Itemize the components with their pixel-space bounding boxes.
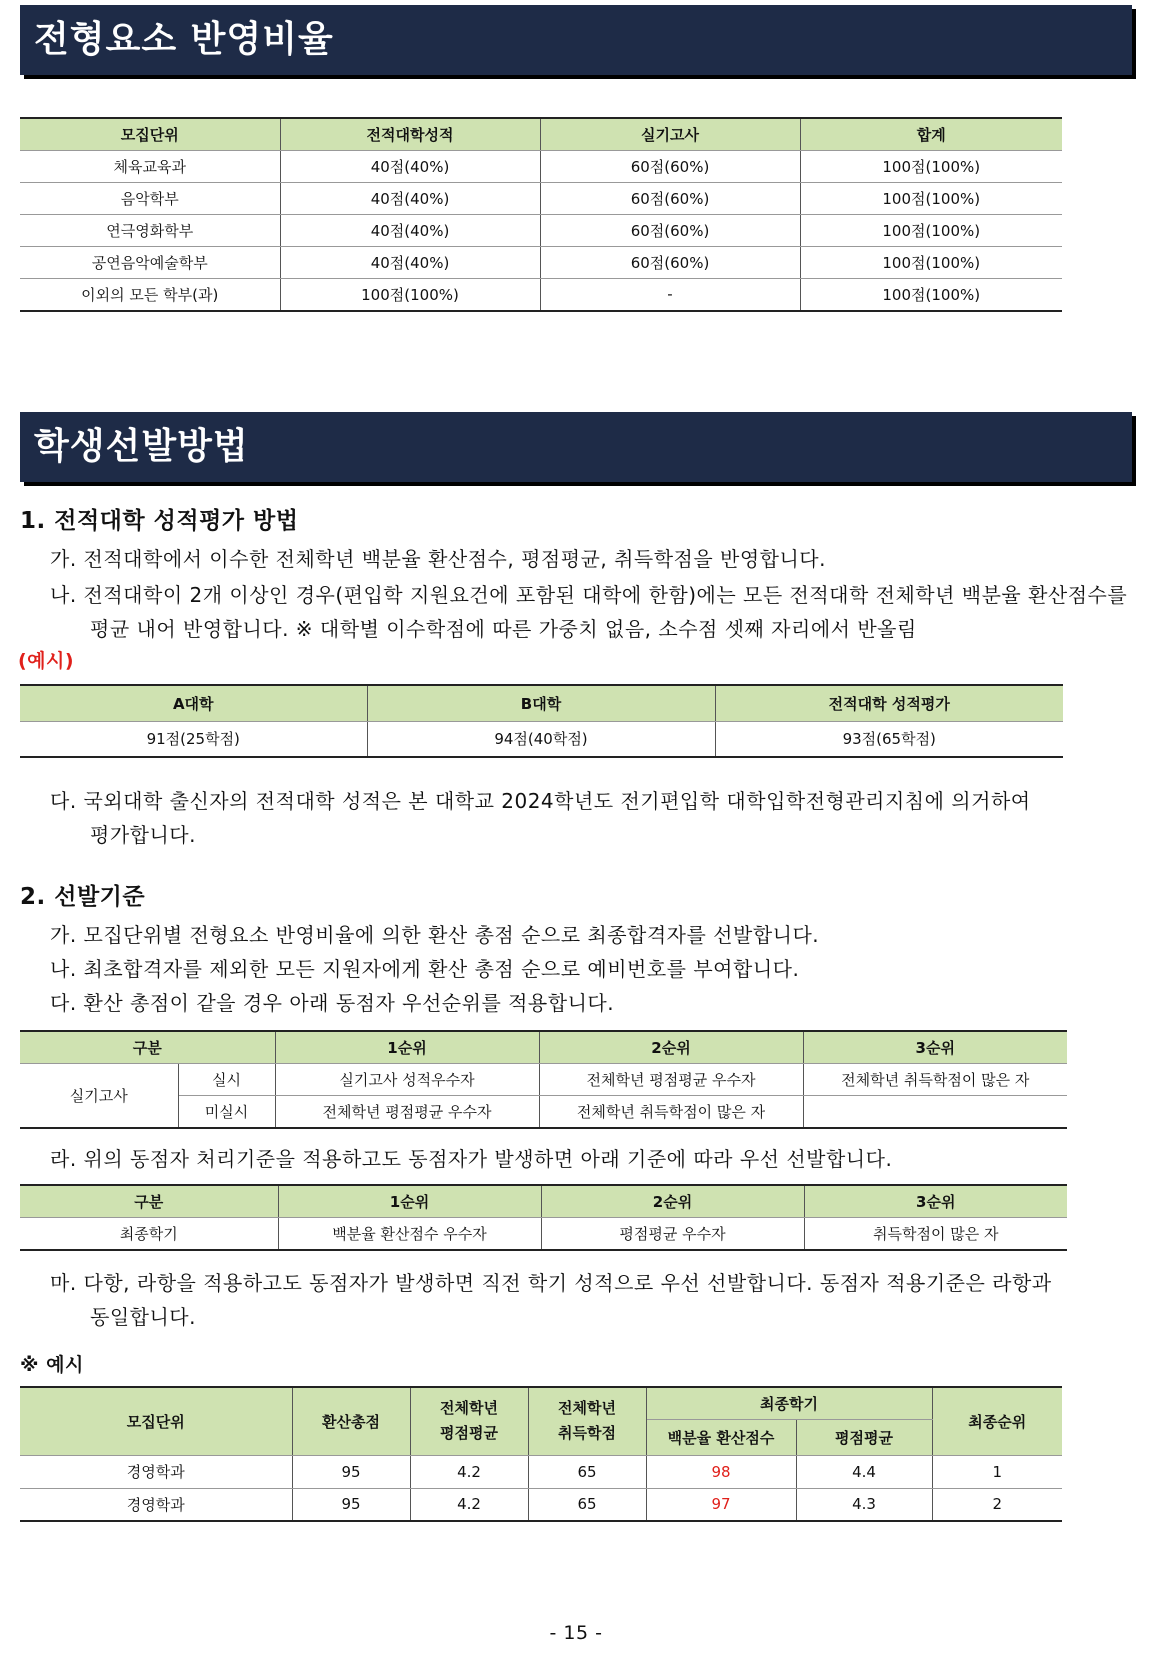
page-number: - 15 - [549, 1622, 603, 1644]
header-priority-1: 1순위 [278, 1185, 541, 1217]
header-priority-1: 1순위 [275, 1031, 539, 1063]
cell: 60점(60%) [540, 150, 800, 182]
cell: 60점(60%) [540, 246, 800, 278]
item-da-1-line2: 평가합니다. [90, 823, 196, 847]
cell-highlight: 98 [646, 1455, 796, 1488]
cell: 40점(40%) [280, 214, 540, 246]
cell: 경영학과 [20, 1455, 292, 1488]
table-row [20, 721, 1063, 757]
item-ma-line2: 동일합니다. [90, 1305, 196, 1329]
cell-highlight: 97 [646, 1488, 796, 1521]
cell: 100점(100%) [800, 150, 1062, 182]
header-credits-line1: 전체학년 [558, 1399, 616, 1418]
header-unit: 모집단위 [20, 118, 280, 150]
header-credits-line2: 취득학점 [558, 1424, 616, 1443]
cell: 1 [932, 1455, 1062, 1488]
section-banner-ratio: 전형요소 반영비율 [20, 5, 1132, 75]
table-row [20, 1063, 1067, 1095]
header-category: 구분 [20, 1031, 275, 1063]
cell: 경영학과 [20, 1488, 292, 1521]
cell: 100점(100%) [800, 278, 1062, 311]
example-label: (예시) [18, 650, 75, 672]
cell: 미실시 [178, 1095, 275, 1128]
header-gpa-line2: 평점평균 [440, 1424, 498, 1443]
header-last-gpa: 평점평균 [796, 1419, 932, 1455]
header-prev-grade: 전적대학성적 [280, 118, 540, 150]
table-row [20, 150, 1062, 182]
table-row [20, 1095, 1067, 1128]
cell: 공연음악예술학부 [20, 246, 280, 278]
cell: 60점(60%) [540, 214, 800, 246]
cell: 전체학년 취득학점이 많은 자 [539, 1095, 803, 1128]
header-credits [528, 1387, 646, 1455]
header-category: 구분 [20, 1185, 278, 1217]
header-total-score: 환산총점 [292, 1387, 410, 1455]
tie-priority-table [20, 1030, 1067, 1129]
cell: 40점(40%) [280, 246, 540, 278]
header-total: 합계 [800, 118, 1062, 150]
example-table [20, 684, 1063, 758]
item-na-2: 나. 최초합격자를 제외한 모든 지원자에게 환산 총점 순으로 예비번호를 부여합니다. [50, 957, 800, 981]
table-row [20, 214, 1062, 246]
cell: 2 [932, 1488, 1062, 1521]
cell: 체육교육과 [20, 150, 280, 182]
cell: 91점(25학점) [20, 721, 367, 757]
header-a-univ: A대학 [20, 685, 367, 721]
cell: - [540, 278, 800, 311]
cell: 4.3 [796, 1488, 932, 1521]
cell: 65 [528, 1455, 646, 1488]
cell: 65 [528, 1488, 646, 1521]
table-row [20, 1455, 1062, 1488]
item-da-1-line1: 다. 국외대학 출신자의 전적대학 성적은 본 대학교 2024학년도 전기편입학 대학입학전형관리지침에 의거하여 [50, 789, 1031, 813]
cell: 100점(100%) [800, 182, 1062, 214]
cell: 40점(40%) [280, 182, 540, 214]
cell: 95 [292, 1488, 410, 1521]
section-banner-selection: 학생선발방법 [20, 412, 1132, 482]
cell: 40점(40%) [280, 150, 540, 182]
table-row [20, 246, 1062, 278]
cell: 94점(40학점) [367, 721, 715, 757]
item-na-1-line2: 평균 내어 반영합니다. ※ 대학별 이수학점에 따른 가중치 없음, 소수점 셋째 자리에서 반올림 [90, 617, 917, 641]
heading-selection-criteria: 2. 선발기준 [20, 884, 146, 910]
header-priority-3: 3순위 [803, 1031, 1067, 1063]
cell: 평점평균 우수자 [541, 1217, 804, 1250]
cell: 4.4 [796, 1455, 932, 1488]
cell: 60점(60%) [540, 182, 800, 214]
cell: 100점(100%) [800, 246, 1062, 278]
header-final-rank: 최종순위 [932, 1387, 1062, 1455]
table-row [20, 1488, 1062, 1521]
item-ga-2: 가. 모집단위별 전형요소 반영비율에 의한 환산 총점 순으로 최종합격자를 선발합니다. [50, 923, 820, 947]
item-da-2: 다. 환산 총점이 같을 경우 아래 동점자 우선순위를 적용합니다. [50, 991, 615, 1015]
table-row [20, 278, 1062, 311]
sample-table [20, 1386, 1062, 1522]
final-semester-table [20, 1184, 1067, 1251]
cell [803, 1095, 1067, 1128]
header-priority-2: 2순위 [539, 1031, 803, 1063]
item-ra: 라. 위의 동점자 처리기준을 적용하고도 동점자가 발생하면 아래 기준에 따라 우선 선발합니다. [50, 1147, 893, 1171]
cell: 백분율 환산점수 우수자 [278, 1217, 541, 1250]
item-ma-line1: 마. 다항, 라항을 적용하고도 동점자가 발생하면 직전 학기 성적으로 우선 선발합니다. 동점자 적용기준은 라항과 [50, 1271, 1052, 1295]
cell: 93점(65학점) [715, 721, 1063, 757]
cell: 95 [292, 1455, 410, 1488]
item-na-1-line1: 나. 전적대학이 2개 이상인 경우(편입학 지원요건에 포함된 대학에 한함)에는 모든 전적대학 전체학년 백분율 환산점수를 [50, 583, 1128, 607]
cell: 전체학년 평점평균 우수자 [539, 1063, 803, 1095]
cell: 음악학부 [20, 182, 280, 214]
table-row [20, 182, 1062, 214]
header-priority-2: 2순위 [541, 1185, 804, 1217]
cell: 최종학기 [20, 1217, 278, 1250]
group-practical-exam: 실기고사 [20, 1063, 178, 1128]
cell: 전체학년 평점평균 우수자 [275, 1095, 539, 1128]
heading-evaluation-method: 1. 전적대학 성적평가 방법 [20, 508, 299, 534]
cell: 4.2 [410, 1488, 528, 1521]
header-last-semester: 최종학기 [646, 1387, 932, 1419]
ratio-table [20, 117, 1062, 312]
header-b-univ: B대학 [367, 685, 715, 721]
cell: 100점(100%) [280, 278, 540, 311]
example-note: ※ 예시 [20, 1354, 84, 1376]
header-practical: 실기고사 [540, 118, 800, 150]
cell: 취득학점이 많은 자 [804, 1217, 1067, 1250]
header-gpa-line1: 전체학년 [440, 1399, 498, 1418]
header-gpa [410, 1387, 528, 1455]
table-row [20, 1217, 1067, 1250]
item-ga-1: 가. 전적대학에서 이수한 전체학년 백분율 환산점수, 평점평균, 취득학점을 반영합니다. [50, 547, 826, 571]
cell: 이외의 모든 학부(과) [20, 278, 280, 311]
cell: 전체학년 취득학점이 많은 자 [803, 1063, 1067, 1095]
header-evaluation: 전적대학 성적평가 [715, 685, 1063, 721]
header-unit: 모집단위 [20, 1387, 292, 1455]
cell: 실기고사 성적우수자 [275, 1063, 539, 1095]
cell: 연극영화학부 [20, 214, 280, 246]
header-percent-score: 백분율 환산점수 [646, 1419, 796, 1455]
cell: 실시 [178, 1063, 275, 1095]
cell: 4.2 [410, 1455, 528, 1488]
header-priority-3: 3순위 [804, 1185, 1067, 1217]
cell: 100점(100%) [800, 214, 1062, 246]
